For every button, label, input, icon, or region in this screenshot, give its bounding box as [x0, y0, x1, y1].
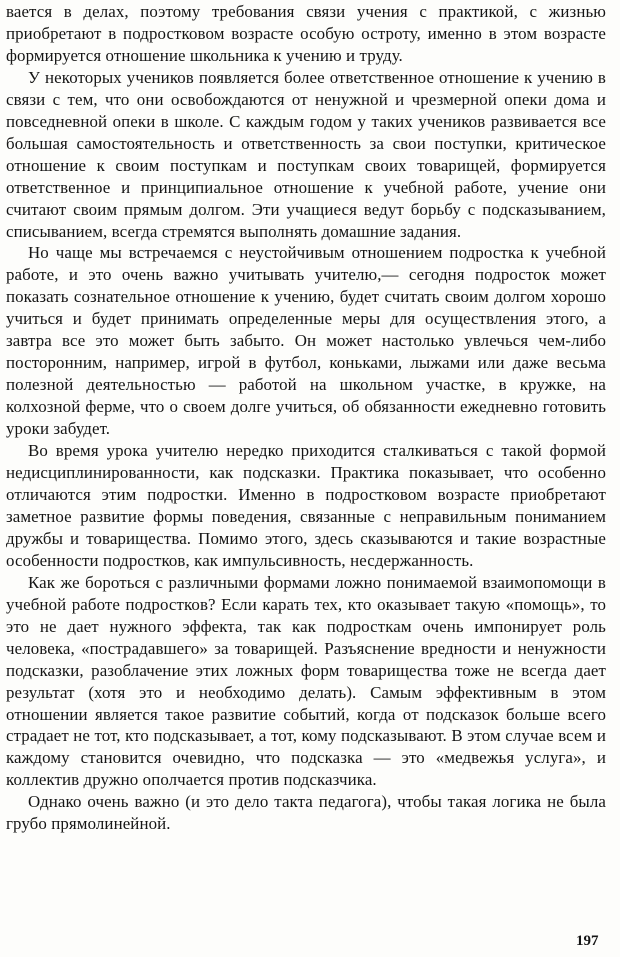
page-number: 197	[576, 933, 599, 949]
paragraph-continuation: вается в делах, поэтому требования связи учения с практикой, с жизнью приобретают в подростковом возрасте особую остроту, именно в этом возрасте формируется отношение школьника к учению и труду.	[6, 2, 606, 65]
paragraph: Как же бороться с различными формами ложно понимаемой взаимопомощи в учебной работе подростков? Если карать тех, кто оказывает такую «помощь», то это не дает нужного эффекта, так как подросткам очень импонирует роль человека, «пострадавшего» за товарищей. Разъяснение вредности и ненужности подсказки, разоблачение этих ложных форм товарищества тоже не всегда дает результат (хотя это и необходимо делать). Самым эффективным в этом отношении является такое развитие событий, когда от подсказок больше всего страдает не тот, кто подсказывает, а тот, кому подсказывают. В этом случае всем и каждому становится очевидно, что подсказка — это «медвежья услуга», и коллектив дружно ополчается против подсказчика.	[6, 572, 606, 790]
paragraph: Однако очень важно (и это дело такта педагога), чтобы такая логика не была грубо прямолинейной.	[6, 792, 606, 834]
paragraph: Но чаще мы встречаемся с неустойчивым отношением подростка к учебной работе, и это очень важно учитывать учителю,— сегодня подросток может показать сознательное отношение к учению, будет считать своим долгом хорошо учиться и будет принимать определенные меры для осуществления этого, а завтра все это может быть забыто. Он может настолько увлечься чем-либо посторонним, например, игрой в футбол, коньками, лыжами или даже весьма полезной деятельностью — работой на школьном участке, в кружке, на колхозной ферме, что о своем долге учиться, об обязанности ежедневно готовить уроки забудет.	[6, 243, 606, 439]
paragraph: У некоторых учеников появляется более ответственное отношение к учению в связи с тем, что они освобождаются от ненужной и чрезмерной опеки дома и повседневной опеки в школе. С каждым годом у таких учеников развивается все большая самостоятельность и ответственность за свои поступки, критическое отношение к своим поступкам и поступкам своих товарищей, формируется ответственное и принципиальное отношение к учебной работе, учение они считают своим прямым долгом. Эти учащиеся ведут борьбу с подсказыванием, списыванием, всегда стремятся выполнять домашние задания.	[6, 67, 606, 241]
paragraph: Во время урока учителю нередко приходится сталкиваться с такой формой недисциплинированности, как подсказки. Практика показывает, что особенно отличаются этим подростки. Именно в подростковом возрасте приобретают заметное развитие формы поведения, связанные с неправильным пониманием дружбы и товарищества. Помимо этого, здесь сказываются и такие возрастные особенности подростков, как импульсивность, несдержанность.	[6, 441, 606, 570]
body-text	[6, 1, 606, 835]
